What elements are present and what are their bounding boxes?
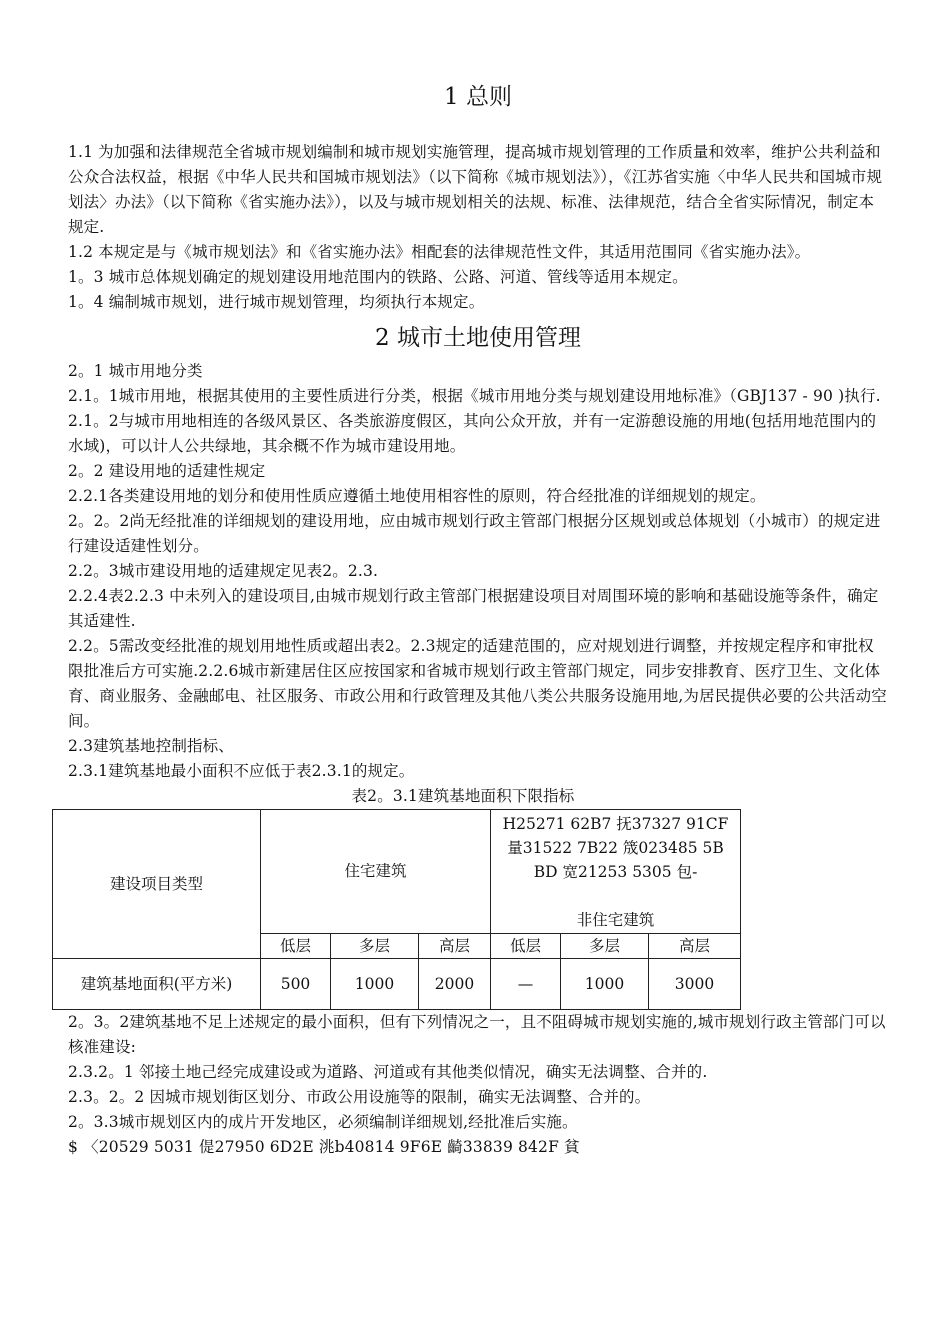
value-nonres-low: — — [491, 959, 561, 1010]
section-1-heading: 1 总则 — [444, 84, 512, 110]
non-residential-header — [491, 810, 741, 934]
value-nonres-mid: 1000 — [561, 959, 649, 1010]
table-caption: 表2。3.1建筑基地面积下限指标 — [351, 787, 575, 805]
paragraph-2-2-2: 2。2。2尚无经批准的详细规划的建设用地，应由城市规划行政主管部门根据分区规划或总体规划（小城市）的规定进行建设适建性划分。 — [68, 512, 881, 555]
document-page — [68, 82, 888, 1160]
paragraph-2-1: 2。1 城市用地分类 — [68, 362, 203, 380]
sub-header-nonres-high: 高层 — [649, 933, 741, 958]
garbled-line-2: 量31522 7B22 筬023485 5B — [507, 839, 724, 858]
paragraph-2-3-2: 2。3。2建筑基地不足上述规定的最小面积，但有下列情况之一，且不阻碍城市规划实施的,城市规划行政主管部门可以核准建设: — [68, 1013, 886, 1056]
paragraph-2-3-2-2: 2.3。2。2 因城市规划街区划分、市政公用设施等的限制，确实无法调整、合并的。 — [68, 1088, 651, 1106]
paragraph-2-2-4: 2.2.4表2.2.3 中未列入的建设项目,由城市规划行政主管部门根据建设项目对周围环境的影响和基础设施等条件，确定其适建性. — [68, 587, 879, 630]
garbled-footer-line: $ 〈20529 5031 偍27950 6D2E 洮b40814 9F6E 齮33839 842F 貧 — [68, 1138, 580, 1156]
sub-header-nonres-low: 低层 — [491, 933, 561, 958]
sub-header-res-high: 高层 — [419, 933, 491, 958]
sub-header-res-mid: 多层 — [331, 933, 419, 958]
sub-header-res-low: 低层 — [261, 933, 331, 958]
garbled-line-3: BD 宽21253 5305 包- — [533, 863, 698, 882]
paragraph-2-3-2-1: 2.3.2。1 邻接土地己经完成建设或为道路、河道或有其他类似情况，确实无法调整、合并的. — [68, 1063, 708, 1081]
paragraph-2-3-3: 2。3.3城市规划区内的成片开发地区，必须编制详细规划,经批准后实施。 — [68, 1113, 578, 1131]
section-2-heading: 2 城市土地使用管理 — [375, 325, 581, 351]
non-residential-label: 非住宅建筑 — [576, 911, 655, 930]
sub-header-nonres-mid: 多层 — [561, 933, 649, 958]
value-res-low: 500 — [261, 959, 331, 1010]
paragraph-2-2-3: 2.2。3城市建设用地的适建规定见表2。2.3. — [68, 562, 379, 580]
value-res-mid: 1000 — [331, 959, 419, 1010]
paragraph-2-3-1: 2.3.1建筑基地最小面积不应低于表2.3.1的规定。 — [68, 762, 415, 780]
paragraph-2-1-2: 2.1。2与城市用地相连的各级风景区、各类旅游度假区，其向公众开放，并有一定游憩设施的用地(包括用地范围内的水域)，可以计人公共绿地，其余概不作为城市建设用地。 — [68, 412, 877, 455]
value-nonres-high: 3000 — [649, 959, 741, 1010]
residential-header: 住宅建筑 — [261, 810, 491, 934]
paragraph-2-2-1: 2.2.1各类建设用地的划分和使用性质应遵循土地使用相容性的原则，符合经批准的详细规划的规定。 — [68, 487, 766, 505]
paragraph-2-1-1: 2.1。1城市用地，根据其使用的主要性质进行分类，根据《城市用地分类与规划建设用地标准》（GBJ137 - 90 )执行. — [68, 387, 881, 405]
paragraph-2-3: 2.3建筑基地控制指标、 — [68, 737, 234, 755]
paragraph-1-1: 1.1 为加强和法律规范全省城市规划编制和城市规划实施管理，提高城市规划管理的工作质量和效率，维护公共利益和公众合法权益，根据《中华人民共和国城市规划法》（以下简称《城市规划法》），《江苏省实施〈中华人民共和国城市规划法〉办法》（以下简称《省实施办法》），以及与城市规划相关的法规、标准、法律规范，结合全省实际情况，制定本规定. — [68, 143, 883, 236]
paragraph-2-2-5: 2.2。5需改变经批准的规划用地性质或超出表2。2.3规定的适建范围的，应对规划进行调整，并按规定程序和审批权限批准后方可实施.2.2.6城市新建居住区应按国家和省城市规划行政主管部门规定，同步安排教育、医疗卫生、文化体育、商业服务、金融邮电、社区服务、市政公用和行政管理及其他八类公共服务设施用地,为居民提供必要的公共活动空间。 — [68, 637, 887, 730]
paragraph-2-2: 2。2 建设用地的适建性规定 — [68, 462, 266, 480]
paragraph-1-3: 1。3 城市总体规划确定的规划建设用地范围内的铁路、公路、河道、管线等适用本规定。 — [68, 268, 688, 286]
row-label: 建筑基地面积(平方米) — [53, 959, 261, 1010]
value-res-high: 2000 — [419, 959, 491, 1010]
paragraph-1-2: 1.2 本规定是与《城市规划法》和《省实施办法》相配套的法律规范性文件，其适用范围同《省实施办法》。 — [68, 243, 811, 261]
garbled-line-1: H25271 62B7 抚37327 91CF — [502, 815, 729, 834]
land-area-table — [52, 809, 741, 1010]
paragraph-1-4: 1。4 编制城市规划，进行城市规划管理，均须执行本规定。 — [68, 293, 485, 311]
col-type-header: 建设项目类型 — [53, 810, 261, 959]
